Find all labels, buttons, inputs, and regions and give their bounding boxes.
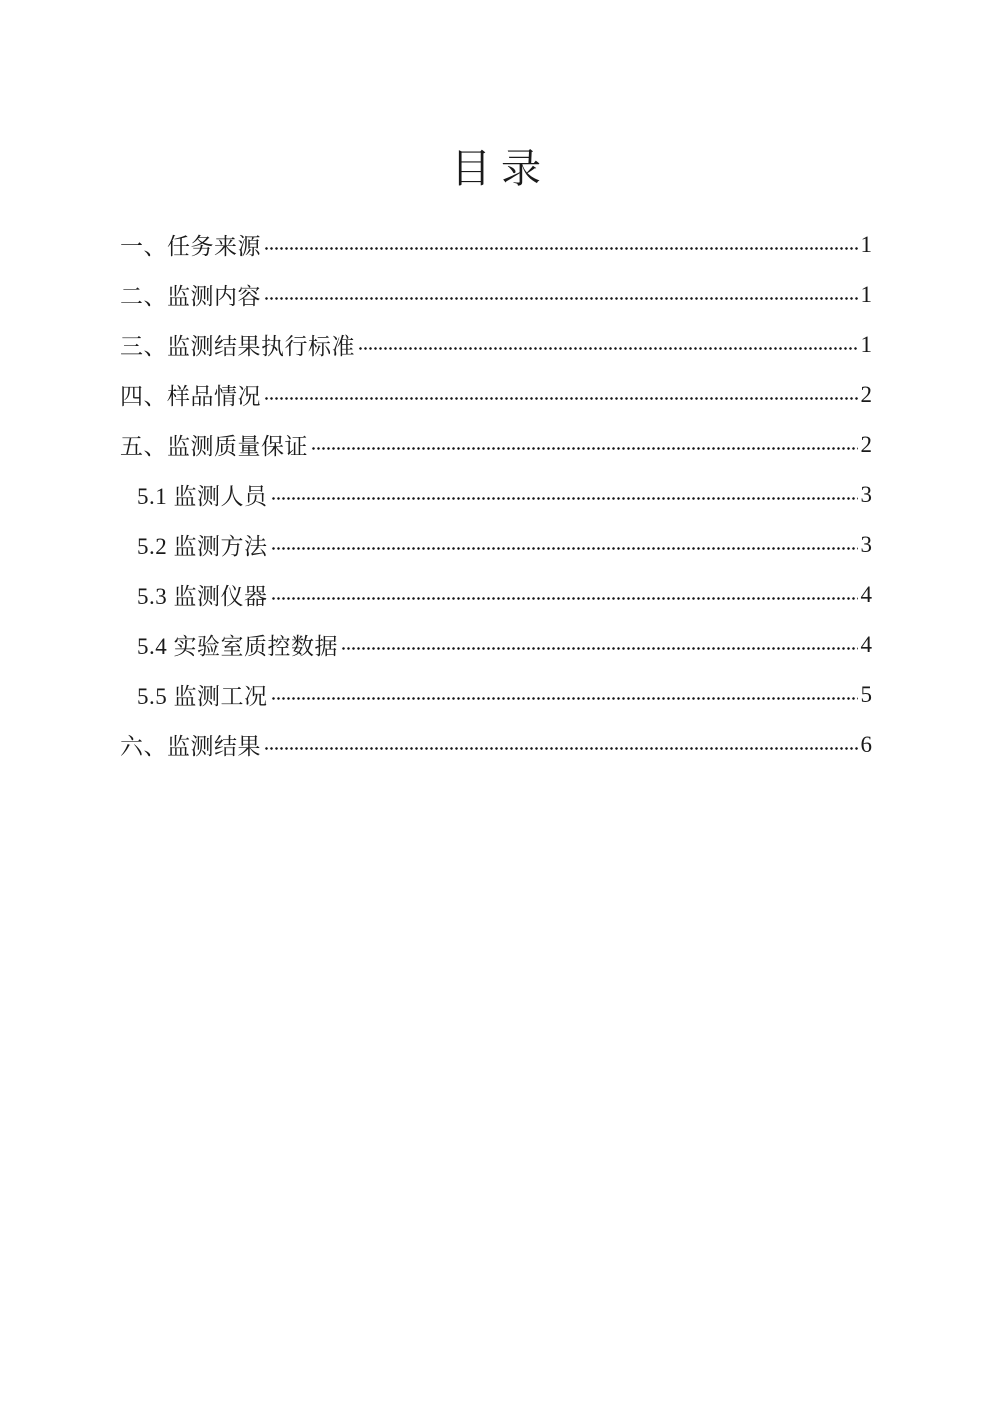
toc-entry[interactable]: [120, 570, 872, 620]
toc-dot-leader: [272, 547, 858, 550]
toc-entry-label: 一、任务来源: [120, 234, 261, 260]
toc-list: [120, 220, 872, 770]
toc-dot-leader: [312, 447, 858, 450]
toc-entry-page: 2: [860, 381, 872, 407]
toc-entry-label: 5.4 实验室质控数据: [137, 634, 338, 660]
toc-entry[interactable]: [120, 620, 872, 670]
page-title: 目 录: [451, 145, 541, 191]
toc-entry[interactable]: [120, 320, 872, 370]
toc-entry[interactable]: [120, 670, 872, 720]
toc-dot-leader: [265, 247, 858, 250]
toc-entry-label: 5.1 监测人员: [137, 484, 268, 510]
toc-entry[interactable]: [120, 370, 872, 420]
toc-dot-leader: [342, 647, 858, 650]
toc-entry[interactable]: [120, 720, 872, 770]
toc-dot-leader: [359, 347, 858, 350]
toc-dot-leader: [272, 597, 858, 600]
toc-entry-page: 1: [860, 231, 872, 257]
toc-entry-page: 1: [860, 281, 872, 307]
toc-entry-label: 四、样品情况: [120, 384, 261, 410]
toc-entry[interactable]: [120, 220, 872, 270]
toc-dot-leader: [265, 297, 858, 300]
toc-entry-page: 3: [860, 481, 872, 507]
toc-entry-label: 5.2 监测方法: [137, 534, 268, 560]
toc-entry-label: 5.3 监测仪器: [137, 584, 268, 610]
toc-entry-label: 五、监测质量保证: [120, 434, 308, 460]
toc-entry-page: 2: [860, 431, 872, 457]
toc-entry-page: 3: [860, 531, 872, 557]
toc-entry[interactable]: [120, 470, 872, 520]
toc-entry[interactable]: [120, 520, 872, 570]
toc-entry-page: 6: [860, 731, 872, 757]
toc-entry[interactable]: [120, 270, 872, 320]
toc-dot-leader: [265, 747, 858, 750]
toc-entry-page: 5: [860, 681, 872, 707]
toc-entry-label: 六、监测结果: [120, 734, 261, 760]
toc-entry-page: 4: [860, 581, 872, 607]
toc-dot-leader: [265, 397, 858, 400]
toc-entry-page: 4: [860, 631, 872, 657]
toc-entry-label: 三、监测结果执行标准: [120, 334, 355, 360]
toc-entry[interactable]: [120, 420, 872, 470]
toc-entry-label: 二、监测内容: [120, 284, 261, 310]
toc-dot-leader: [272, 497, 858, 500]
toc-entry-label: 5.5 监测工况: [137, 684, 268, 710]
toc-entry-page: 1: [860, 331, 872, 357]
toc-dot-leader: [272, 697, 858, 700]
